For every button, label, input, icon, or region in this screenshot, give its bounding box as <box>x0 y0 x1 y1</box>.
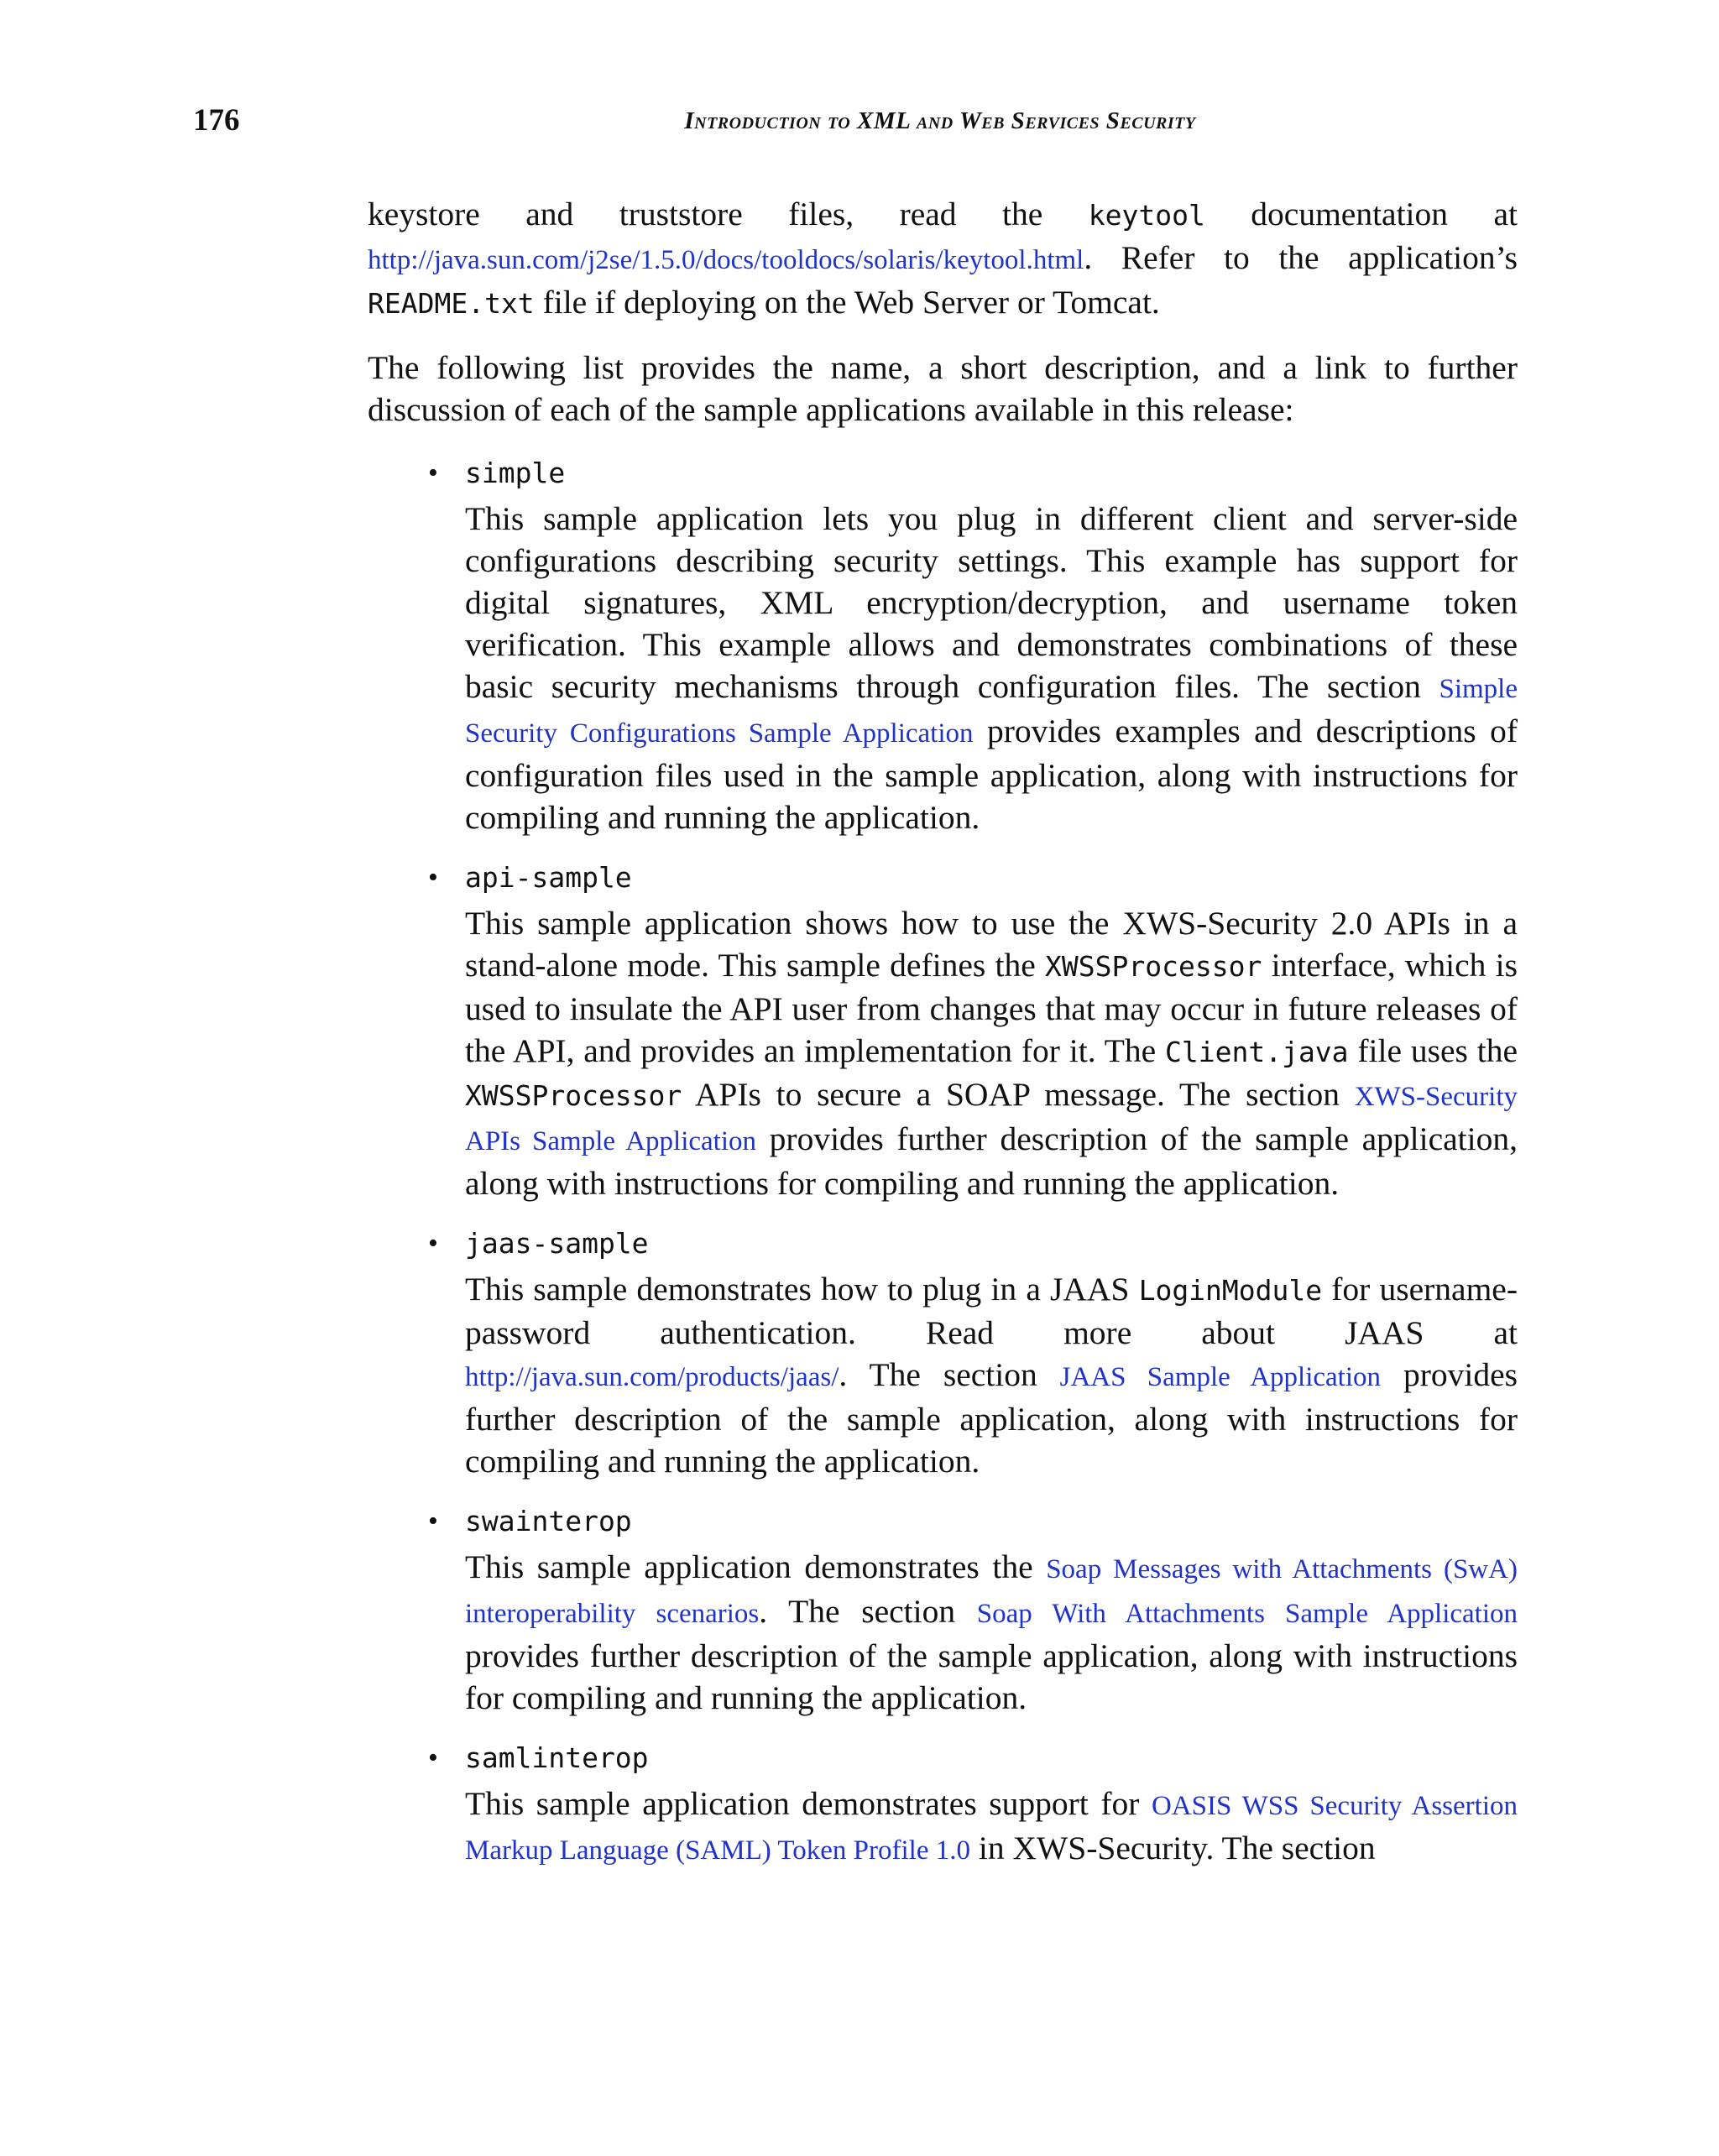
sample-description <box>465 498 1518 838</box>
intro-paragraph-2: The following list provides the name, a short description, and a link to further discussion of each of the sample applications available in this release: <box>368 349 1518 428</box>
text-run: This sample application demonstrates support for <box>465 1785 1152 1822</box>
sample-name: simple <box>465 457 566 489</box>
text-run: This sample application lets you plug in different client and server-side configurations describing security settings. This example has support for digital signatures, XML encryption/decryption, and username token verification. This example allows and demonstrates combinations of these basic security mechanisms through configuration files. The section <box>465 500 1518 705</box>
text-run: in XWS-Security. The section <box>969 1830 1376 1866</box>
list-item-simple <box>368 452 1518 838</box>
text-run: interface, which is used to insulate the API user from changes that may occur in future releases of the API, and provides an implementation for it. The <box>465 947 1518 1069</box>
text-run: . The section <box>759 1593 977 1630</box>
text-run: provides further description of the sample application, along with instructions for compiling and running the application. <box>465 1120 1518 1202</box>
code-xwssprocessor: XWSSProcessor <box>1045 950 1262 983</box>
code-client-java: Client.java <box>1165 1036 1349 1068</box>
code-readme: README.txt <box>368 287 535 320</box>
text-run: file uses the <box>1348 1032 1518 1069</box>
text-run: This sample application shows how to use the XWS-Security 2.0 APIs in a stand-alone mode. This sample defines the <box>465 905 1518 984</box>
text-run: for username-password authentication. Read more about JAAS at <box>465 1271 1518 1351</box>
sample-description <box>465 1546 1518 1719</box>
jaas-url-link[interactable]: http://java.sun.com/products/jaas/ <box>465 1362 839 1392</box>
text-run: APIs to secure a SOAP message. The section <box>682 1076 1355 1113</box>
code-xwssprocessor: XWSSProcessor <box>465 1079 682 1112</box>
swa-sample-link[interactable]: Soap With Attachments Sample Application <box>976 1599 1518 1629</box>
keytool-docs-link[interactable]: http://java.sun.com/j2se/1.5.0/docs/tooldocs/solaris/keytool.html <box>368 245 1084 275</box>
swa-scenarios-link[interactable]: Soap Messages with Attachments (SwA) interoperability scenarios <box>465 1554 1518 1629</box>
text-run: This sample application demonstrates the <box>465 1548 1047 1585</box>
sample-name: jaas-sample <box>465 1227 649 1260</box>
sample-description <box>465 1783 1518 1871</box>
text-run: keystore and truststore files, read the <box>368 196 1089 232</box>
sample-description <box>465 1268 1518 1482</box>
page-number: 176 <box>193 103 240 138</box>
sample-list <box>368 452 1518 1871</box>
text-run: provides further description of the sample application, along with instructions for compiling and running the application. <box>465 1637 1518 1716</box>
sample-name: swainterop <box>465 1505 632 1537</box>
bullet-icon: • <box>428 1506 438 1537</box>
list-item-jaas-sample <box>368 1223 1518 1482</box>
list-item-swainterop <box>368 1501 1518 1719</box>
xws-apis-link[interactable]: XWS-Security APIs Sample Application <box>465 1082 1518 1156</box>
jaas-sample-link[interactable]: JAAS Sample Application <box>1059 1362 1382 1392</box>
saml-profile-link[interactable]: OASIS WSS Security Assertion Markup Language (SAML) Token Profile 1.0 <box>465 1791 1518 1866</box>
bullet-icon: • <box>428 457 438 488</box>
text-run: This sample demonstrates how to plug in a JAAS <box>465 1271 1139 1308</box>
body-text <box>368 193 1518 1890</box>
simple-config-link[interactable]: Simple Security Configurations Sample Application <box>465 674 1518 749</box>
sample-name: api-sample <box>465 861 632 894</box>
code-loginmodule: LoginModule <box>1138 1274 1323 1307</box>
code-keytool: keytool <box>1088 199 1205 232</box>
sample-description <box>465 902 1518 1204</box>
sample-name: samlinterop <box>465 1741 649 1774</box>
text-run: . The section <box>839 1356 1060 1393</box>
bullet-icon: • <box>428 1742 438 1773</box>
bullet-icon: • <box>428 862 438 893</box>
bullet-icon: • <box>428 1228 438 1259</box>
text-run: provides further description of the sample application, along with instructions for compiling and running the application. <box>465 1356 1518 1480</box>
text-run: file if deploying on the Web Server or Tomcat. <box>534 284 1160 321</box>
intro-paragraph-1 <box>368 193 1518 325</box>
book-title: Introduction to XML and Web Services Security <box>684 107 1196 134</box>
text-run: provides examples and descriptions of configuration files used in the sample application, along with instructions for compiling and running the application. <box>465 713 1518 836</box>
list-item-api-sample <box>368 857 1518 1204</box>
text-run: documentation at <box>1204 196 1518 232</box>
text-run: . Refer to the application’s <box>1084 239 1518 276</box>
list-item-samlinterop <box>368 1737 1518 1871</box>
running-header <box>193 97 1519 144</box>
